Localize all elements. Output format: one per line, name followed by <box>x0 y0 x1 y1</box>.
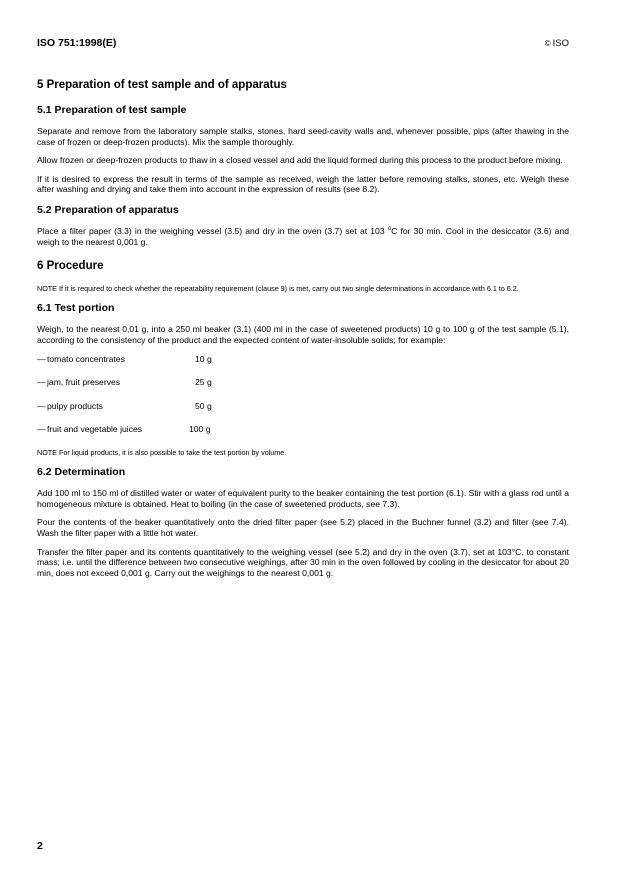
test-portion-list <box>37 354 569 435</box>
copyright-symbol: © <box>544 39 551 48</box>
section-6-2-heading: 6.2 Determination <box>37 466 126 479</box>
section-5-2-paragraph <box>37 226 569 247</box>
list-item <box>37 424 569 435</box>
list-item-value: 10 g <box>195 353 212 364</box>
list-dash: — <box>37 400 46 411</box>
section-5-1-paragraph-2: Allow frozen or deep-frozen products to thaw in a closed vessel and add the liquid formed during this process to the product before mixing. <box>37 155 563 166</box>
section-6-2-paragraph-1: Add 100 ml to 150 ml of distilled water or water of equivalent purity to the beaker containing the test portion (6.1). Stir with a glass rod until a homogeneous mixture is obtained. Heat to boiling (in the case of sweetened products, see 7.3). <box>37 488 569 509</box>
list-item <box>37 401 569 412</box>
copyright-org: ISO <box>552 38 569 49</box>
list-dash: — <box>37 353 46 364</box>
degree-sign: o <box>387 226 392 233</box>
section-6-heading: 6 Procedure <box>37 260 104 273</box>
list-item-label: pulpy products <box>47 400 103 411</box>
section-5-heading: 5 Preparation of test sample and of apparatus <box>37 79 287 91</box>
section-5-1-heading: 5.1 Preparation of test sample <box>37 104 187 116</box>
section-5-1-paragraph-1: Separate and remove from the laboratory sample stalks, stones, hard seed-cavity walls and, whenever possible, pips (after thawing in the case of frozen or deep-frozen products). Mix the sample thoroughly. <box>37 126 569 147</box>
list-item-value: 25 g <box>195 377 212 388</box>
procedure-note: NOTE If it is required to check whether the repeatability requirement (clause 9) is met, carry out two single determinations in accordance with 6.1 to 6.2. <box>37 284 519 294</box>
section-5-1-paragraph-3: If it is desired to express the result in terms of the sample as received, weigh the latter before removing stalks, stones, etc. Weigh these after washing and drying and take them into account in the expression of results (see 8.2). <box>37 173 569 195</box>
section-5-2-heading: 5.2 Preparation of apparatus <box>37 203 179 216</box>
section-6-2-paragraph-3: Transfer the filter paper and its contents quantitatively to the weighing vessel (see 5.2) and dry in the oven (3.7), set at 103°C, to constant mass; i.e. until the difference between two consecutive weighings, after 30 min in the oven followed by cooling in the desiccator for about 20 min, does not exceed 0,001 g. Carry out the weighings to the nearest 0,001 g. <box>37 546 569 578</box>
list-item-label: tomato concentrates <box>47 353 125 364</box>
section-6-1-heading: 6.1 Test portion <box>37 302 115 315</box>
list-item-value: 100 g <box>189 424 211 435</box>
standard-designation: ISO 751:1998(E) <box>37 37 117 49</box>
document-body <box>37 78 569 586</box>
list-item-label: jam, fruit preserves <box>47 377 121 388</box>
section-6-2-paragraph-2: Pour the contents of the beaker quantitatively onto the dried filter paper (see 5.2) placed in the Buchner funnel (3.2) and filter (see 7.4). Wash the filter paper with a little hot water. <box>37 517 569 538</box>
list-item-value: 50 g <box>195 400 212 411</box>
liquid-products-note: NOTE For liquid products, it is also possible to take the test portion by volume. <box>37 447 287 457</box>
list-item <box>37 377 569 388</box>
section-6-1-paragraph: Weigh, to the nearest 0,01 g, into a 250 ml beaker (3.1) (400 ml in the case of sweetened products) 10 g to 100 g of the test sample (5.1), according to the consistency of the product and the expected content of water-insoluble solids; for example: <box>37 324 569 345</box>
copyright-notice <box>545 38 569 49</box>
s52-text-b: C for 30 min. Cool in the desiccator (3.6) and weigh to the nearest 0,001 g. <box>37 225 569 247</box>
s52-text-a: Place a filter paper (3.3) in the weighing vessel (3.5) and dry in the oven (3.7) set at 103 <box>37 225 388 236</box>
list-dash: — <box>37 424 46 435</box>
page-number: 2 <box>37 840 43 852</box>
list-item-label: fruit and vegetable juices <box>47 424 143 435</box>
list-dash: — <box>37 377 46 388</box>
list-item <box>37 354 569 365</box>
